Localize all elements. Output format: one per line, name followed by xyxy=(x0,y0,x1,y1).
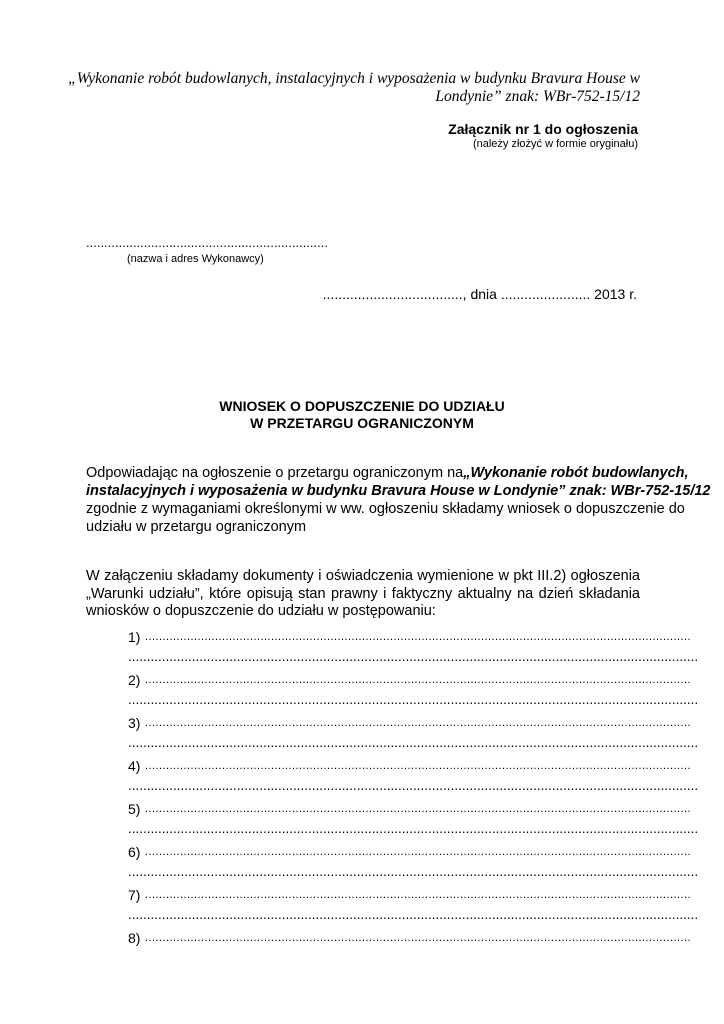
attachment-item xyxy=(128,844,699,880)
annex-title: Załącznik nr 1 do ogłoszenia xyxy=(448,121,638,137)
attachment-number: 7) xyxy=(128,887,141,903)
attachment-item xyxy=(128,887,699,923)
attachments-line1: W załączeniu składamy dokumenty i oświadczenia wymienione w pkt III.2) ogłoszenia xyxy=(86,568,640,584)
request-tender-name-1: „Wykonanie robót budowlanych, xyxy=(463,465,689,481)
attachment-number: 1) xyxy=(128,629,141,645)
attachment-fill-field-continued[interactable]: ........................................................................................................................................................ xyxy=(128,821,699,836)
attachment-entry-line1 xyxy=(128,844,691,860)
attachment-entry-line1 xyxy=(128,758,691,774)
attachment-number: 3) xyxy=(128,715,141,731)
attachment-fill-field-continued[interactable]: ........................................................................................................................................................ xyxy=(128,907,699,922)
attachment-fill-field-continued[interactable]: ........................................................................................................................................................ xyxy=(128,649,699,664)
attachment-fill-field[interactable]: ………………………………………………………………………………………………………………………………………… xyxy=(144,932,691,944)
attachment-entry-line1 xyxy=(128,887,691,903)
document-title-line2: W PRZETARGU OGRANICZONYM xyxy=(250,415,474,431)
contractor-name-field[interactable]: ................................................................... xyxy=(86,235,328,250)
attachment-entry-line1 xyxy=(128,801,691,817)
tender-header xyxy=(40,70,640,106)
document-title xyxy=(0,398,724,432)
attachment-entry-line1 xyxy=(128,930,691,946)
attachment-number: 6) xyxy=(128,844,141,860)
attachments-paragraph xyxy=(86,568,640,621)
attachment-fill-field-continued[interactable]: ........................................................................................................................................................ xyxy=(128,778,699,793)
attachment-item xyxy=(128,801,699,837)
attachment-fill-field[interactable]: ………………………………………………………………………………………………………………………………………… xyxy=(144,846,691,858)
attachment-item xyxy=(128,672,699,708)
attachment-item xyxy=(128,715,699,751)
annex-note: (należy złożyć w formie oryginału) xyxy=(472,138,638,150)
document-title-line1: WNIOSEK O DOPUSZCZENIE DO UDZIAŁU xyxy=(219,398,505,414)
attachment-entry-line1 xyxy=(128,672,691,688)
contractor-caption: (nazwa i adres Wykonawcy) xyxy=(127,253,264,265)
attachment-fill-field[interactable]: ………………………………………………………………………………………………………………………………………… xyxy=(144,803,691,815)
attachment-item xyxy=(128,758,699,794)
attachment-entry-line1 xyxy=(128,629,691,645)
attachment-fill-field[interactable]: ………………………………………………………………………………………………………………………………………… xyxy=(144,760,691,772)
request-line4: udziału w przetargu ograniczonym xyxy=(86,519,307,535)
attachment-fill-field-continued[interactable]: ........................................................................................................................................................ xyxy=(128,864,699,879)
attachment-number: 4) xyxy=(128,758,141,774)
attachment-entry-line1 xyxy=(128,715,691,731)
request-intro: Odpowiadając na ogłoszenie o przetargu ograniczonym na xyxy=(86,465,464,481)
request-line3: zgodnie z wymaganiami określonymi w ww. ogłoszeniu składamy wniosek o dopuszczenie do xyxy=(86,501,685,517)
attachment-fill-field-continued[interactable]: ........................................................................................................................................................ xyxy=(128,692,699,707)
attachments-line2: „Warunki udziału”, które opisują stan prawny i faktyczny aktualny na dzień składania xyxy=(86,585,640,602)
attachment-fill-field[interactable]: ………………………………………………………………………………………………………………………………………… xyxy=(144,889,691,901)
request-paragraph xyxy=(86,464,711,536)
attachment-fill-field[interactable]: ………………………………………………………………………………………………………………………………………… xyxy=(144,717,691,729)
request-tender-name-2: instalacyjnych i wyposażenia w budynku Bravura House w Londynie” znak: WBr-752-15/12 xyxy=(86,483,711,499)
attachment-fill-field[interactable]: ………………………………………………………………………………………………………………………………………… xyxy=(144,631,691,643)
tender-header-line1: „Wykonanie robót budowlanych, instalacyjnych i wyposażenia w budynku Bravura House w xyxy=(68,70,640,87)
attachment-fill-field[interactable]: ………………………………………………………………………………………………………………………………………… xyxy=(144,674,691,686)
attachment-fill-field-continued[interactable]: ........................................................................................................................................................ xyxy=(128,735,699,750)
tender-header-line2: Londynie” znak: WBr-752-15/12 xyxy=(435,88,640,105)
attachment-item xyxy=(128,930,691,946)
date-field[interactable]: ...................................., dnia ....................... 2013 r. xyxy=(322,286,637,302)
attachment-number: 5) xyxy=(128,801,141,817)
attachments-line3: wniosków o dopuszczenie do udziału w postępowaniu: xyxy=(86,603,436,619)
attachment-number: 8) xyxy=(128,930,141,946)
attachment-number: 2) xyxy=(128,672,141,688)
attachment-item xyxy=(128,629,699,665)
